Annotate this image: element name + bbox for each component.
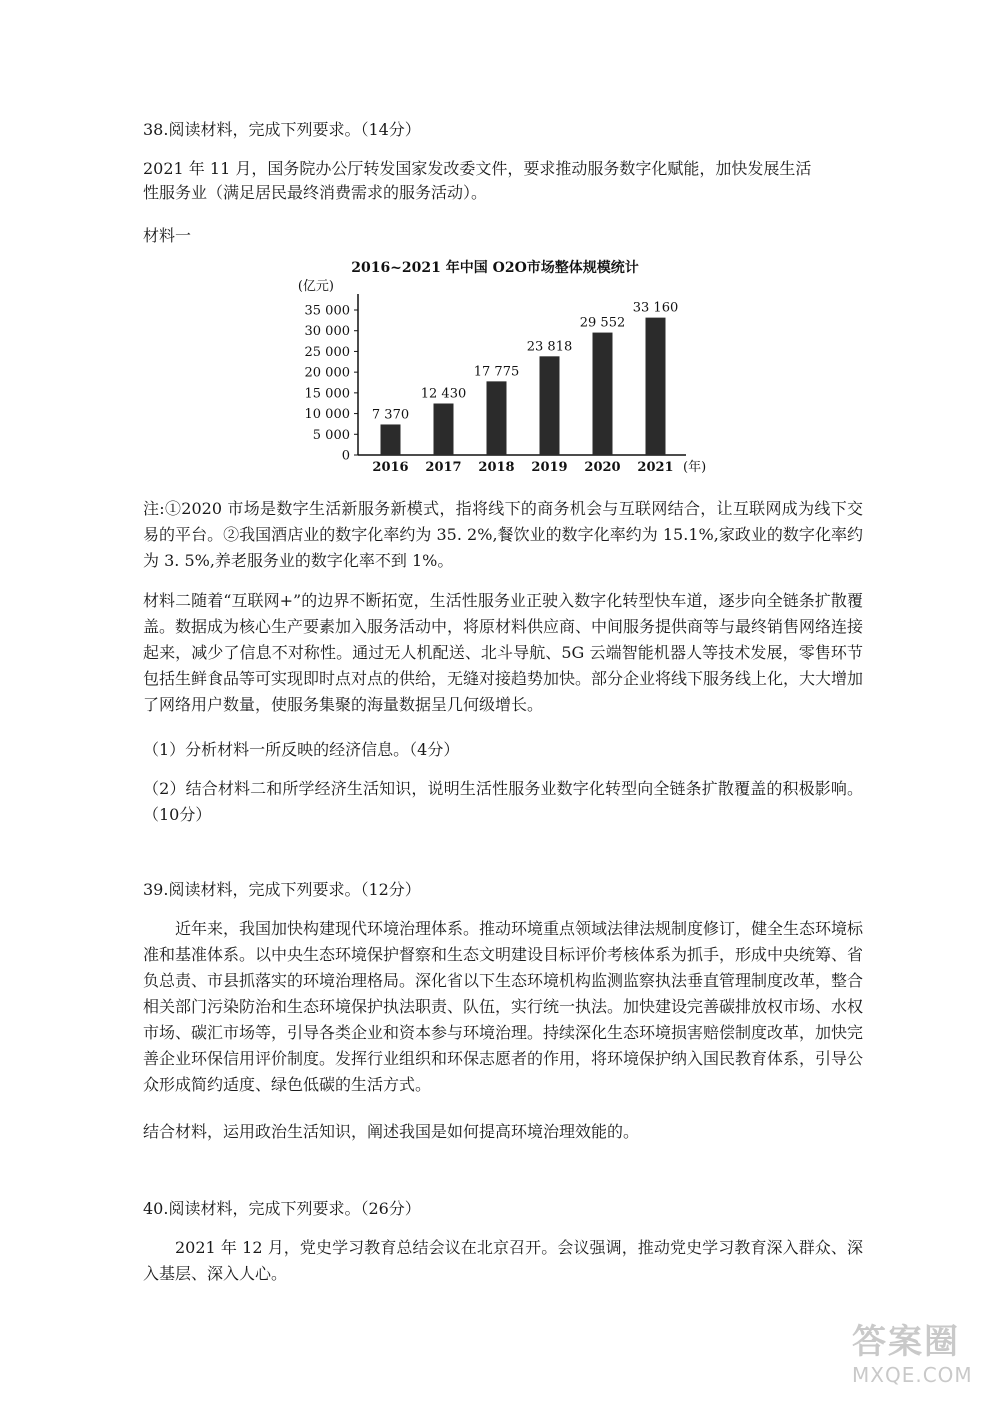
- y-tick-label: 5 000: [312, 427, 350, 443]
- q38-subquestion-1: （1）分析材料一所反映的经济信息。（4分）: [143, 740, 460, 759]
- y-ticks: [305, 304, 359, 464]
- value-labels: [372, 301, 678, 423]
- bar-value-label: 12 430: [420, 386, 467, 402]
- q39-title: 39.阅读材料，完成下列要求。（12分）: [143, 880, 421, 899]
- y-tick-label: 10 000: [304, 407, 350, 423]
- chart-xunit: (年): [683, 460, 707, 475]
- q40-title: 40.阅读材料，完成下列要求。（26分）: [143, 1199, 421, 1218]
- o2o-market-bar-chart: [290, 252, 730, 484]
- bar-value-label: 29 552: [579, 315, 626, 331]
- watermark: [852, 1314, 972, 1394]
- y-tick-label: 25 000: [304, 344, 350, 360]
- y-tick-label: 30 000: [304, 324, 350, 340]
- y-tick-label: 0: [341, 448, 350, 464]
- x-tick-label: 2020: [584, 460, 621, 475]
- watermark-logo: 答案圈: [852, 1322, 960, 1362]
- x-tick-label: 2016: [372, 460, 409, 475]
- bar: [434, 404, 454, 455]
- q39-material: 近年来，我国加快构建现代环境治理体系。推动环境重点领域法律法规制度修订，健全生态环境标准和基准体系。以中央生态环境保护督察和生态文明建设目标评价考核体系为抓手，形成中央统筹、省负总责、市县抓落实的环境治理格局。深化省以下生态环境机构监测监察执法垂直管理制度改革，整合相关部门污染防治和生态环境保护执法职责、队伍，实行统一执法。加快建设完善碳排放权市场、水权市场、碳汇市场等，引导各类企业和资本参与环境治理。持续深化生态环境损害赔偿制度改革，加快完善企业环保信用评价制度。发挥行业组织和环保志愿者的作用，将环境保护纳入国民教育体系，引导公众形成简约适度、绿色低碳的生活方式。: [143, 919, 864, 1094]
- bar: [593, 333, 613, 455]
- q38-intro-line2: 性服务业（满足居民最终消费需求的服务活动）。: [143, 183, 488, 202]
- material-two: 材料二随着“互联网+”的边界不断拓宽，生活性服务业正驶入数字化转型快车道，逐步向全链条扩散覆盖。数据成为核心生产要素加入服务活动中，将原材料供应商、中间服务提供商等与最终销售网络连接起来，减少了信息不对称性。通过无人机配送、北斗导航、5G 云端智能机器人等技术发展，零售环节包括生鲜食品等可实现即时点对点的供给，无缝对接趋势加快。部分企业将线下服务线上化，大大增加了网络用户数量，使服务集聚的海量数据呈几何级增长。: [143, 591, 864, 714]
- bar: [646, 318, 666, 455]
- bar-value-label: 7 370: [371, 407, 410, 423]
- bar-value-label: 33 160: [632, 300, 679, 316]
- y-tick-label: 20 000: [304, 365, 350, 381]
- x-tick-label: 2017: [425, 460, 462, 475]
- x-tick-label: 2021: [637, 460, 674, 475]
- x-tick-label: 2019: [531, 460, 568, 475]
- q39-question: 结合材料，运用政治生活知识，阐述我国是如何提高环境治理效能的。: [143, 1122, 640, 1141]
- x-labels: [372, 460, 673, 475]
- y-tick-label: 35 000: [304, 303, 350, 319]
- material-one-label: 材料一: [143, 226, 192, 245]
- q38-title: 38.阅读材料，完成下列要求。（14分）: [143, 120, 421, 139]
- x-tick-label: 2018: [478, 460, 515, 475]
- q38-intro-line1: 2021 年 11 月，国务院办公厅转发国家发改委文件，要求推动服务数字化赋能，加快发展生活: [143, 159, 812, 178]
- bar: [540, 356, 560, 455]
- watermark-site: MXQE.COM: [852, 1363, 973, 1387]
- q38-subquestion-2: （2）结合材料二和所学经济生活知识，说明生活性服务业数字化转型向全链条扩散覆盖的积极影响。（10分）: [143, 779, 863, 824]
- bar: [381, 424, 401, 455]
- chart-ylabel: (亿元): [297, 279, 334, 294]
- bar: [487, 381, 507, 455]
- q40-material: 2021 年 12 月，党史学习教育总结会议在北京召开。会议强调，推动党史学习教育深入群众、深入基层、深入人心。: [143, 1238, 863, 1283]
- bar-value-label: 17 775: [473, 364, 520, 380]
- chart-title: 2016~2021 年中国 O2O市场整体规模统计: [351, 260, 639, 276]
- material-one-note: 注:①2020 市场是数字生活新服务新模式，指将线下的商务机会与互联网结合，让互联网成为线下交易的平台。②我国酒店业的数字化率约为 35. 2%,餐饮业的数字化率约为 15.1%,家政业的数字化率约为 3. 5%,养老服务业的数字化率不到 1%。: [143, 499, 863, 570]
- y-tick-label: 15 000: [304, 386, 350, 402]
- bar-value-label: 23 818: [526, 339, 573, 355]
